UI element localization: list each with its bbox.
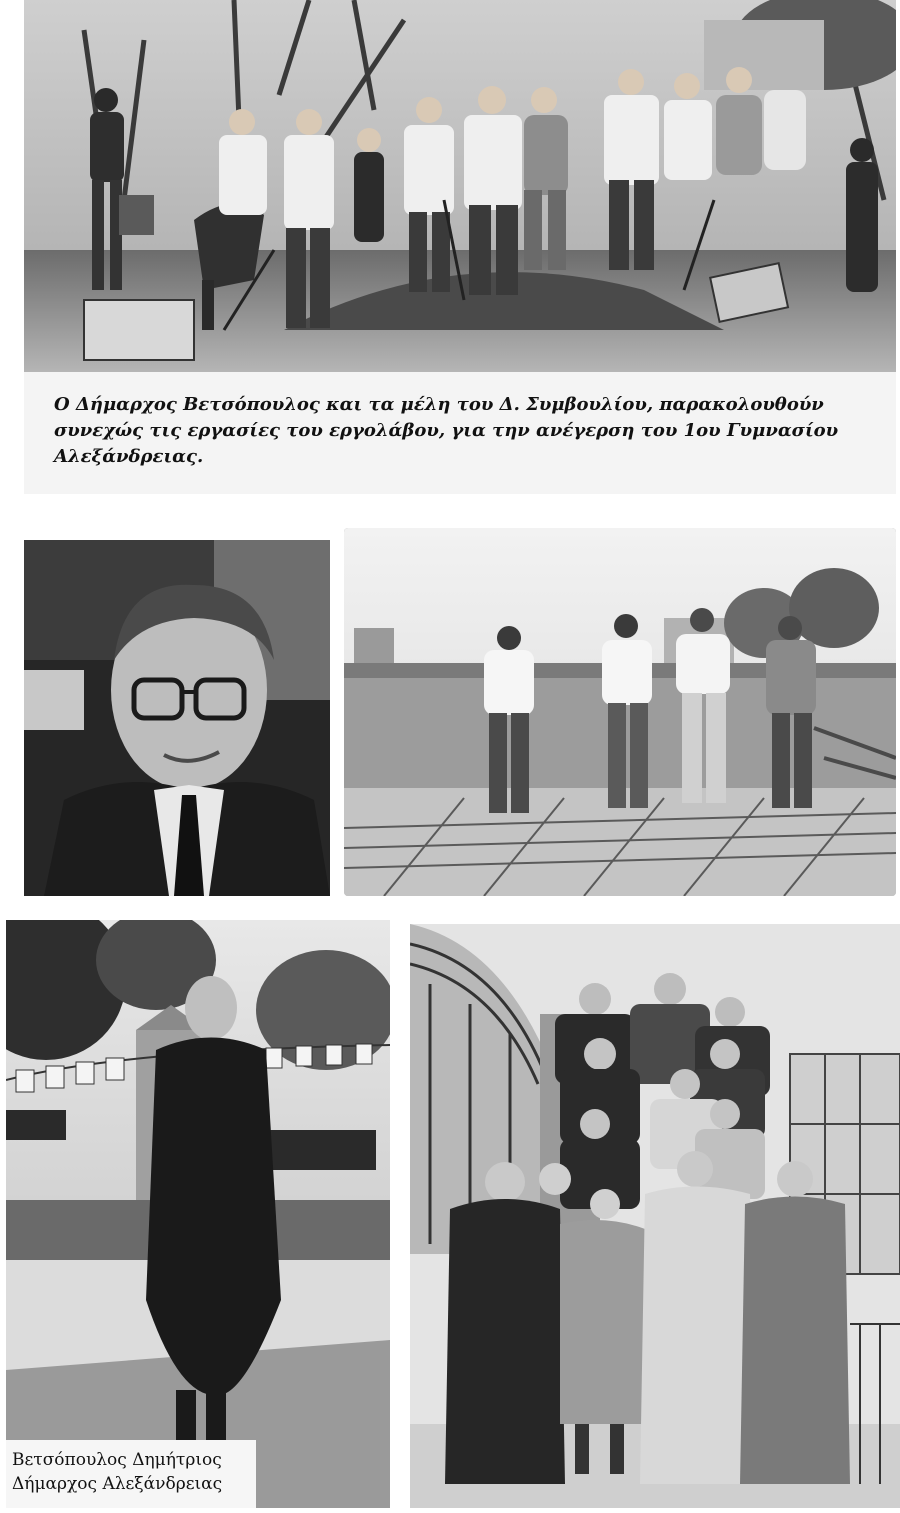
mayor-title: Δήμαρχος Αλεξάνδρειας — [12, 1474, 223, 1494]
group-portrait-photo — [410, 924, 900, 1508]
top-caption-band — [24, 372, 896, 494]
mayor-name: Βετσόπουλος Δημήτριος — [12, 1450, 222, 1470]
mayor-photo-caption — [12, 1448, 222, 1496]
construction-group-photo — [24, 0, 896, 372]
portrait-photo — [24, 540, 330, 896]
top-photo-caption: Ο Δήμαρχος Βετσόπουλος και τα μέλη του Δ. Συμβουλίου, παρακολουθούν συνεχώς τις εργασίες του εργολάβου, για την ανέγερση του 1ου Γυμνασίου Αλεξάνδρειας. — [54, 394, 839, 467]
foundation-site-photo — [344, 528, 896, 896]
mayor-standing-photo — [6, 920, 390, 1508]
mayor-caption-band — [6, 1440, 256, 1508]
